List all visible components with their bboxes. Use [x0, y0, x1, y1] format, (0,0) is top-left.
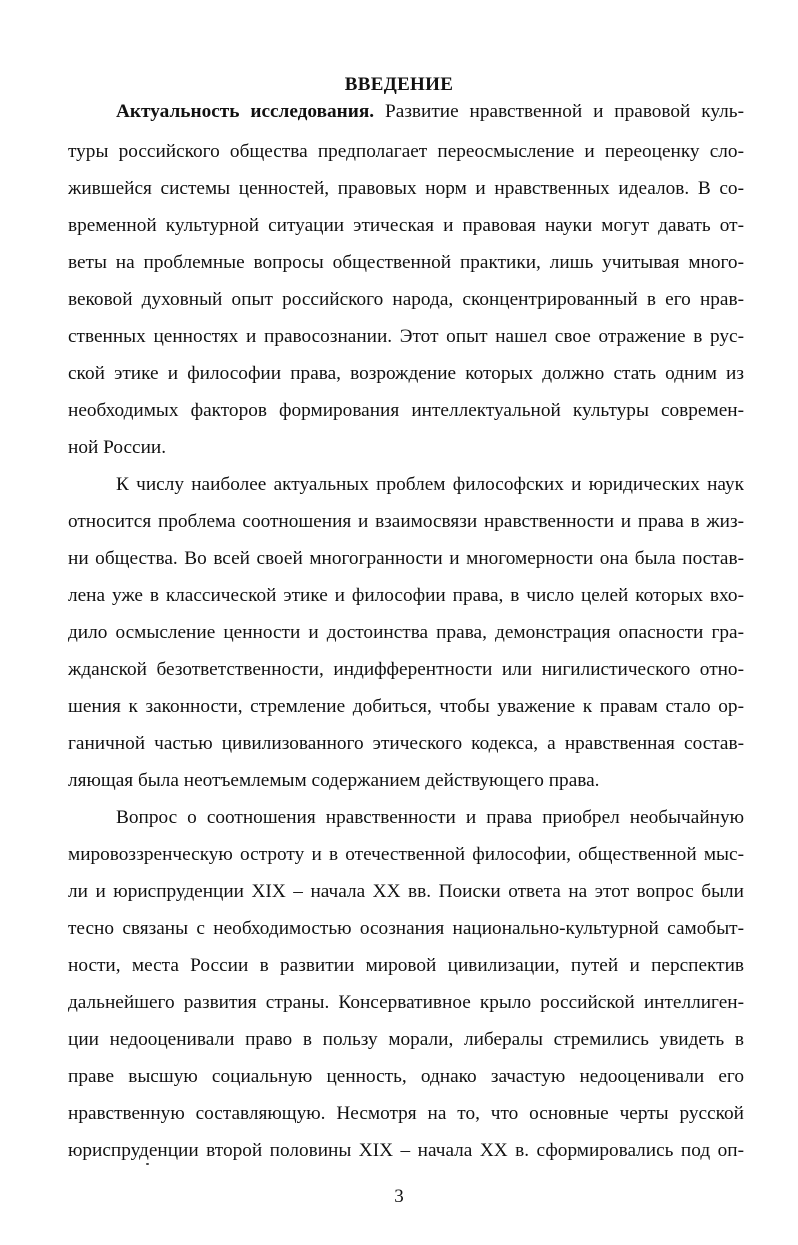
text-line: ской этике и философии права, возрождение которых должно стать одним из [68, 363, 744, 384]
text-line: вековой духовный опыт российского народа, сконцентрированный в его нрав- [68, 289, 744, 310]
text-line: нравственную составляющую. Несмотря на то, что основные черты русской [68, 1103, 744, 1124]
text-line: ли и юриспруденции XIX – начала XX вв. Поиски ответа на этот вопрос были [68, 881, 744, 902]
page-title: ВВЕДЕНИЕ [344, 74, 454, 95]
paragraph-lead: Актуальность исследования. [116, 101, 375, 122]
text-line: жданской безответственности, индифферентности или нигилистического отно- [68, 659, 744, 680]
text-line: ности, места России в развитии мировой цивилизации, путей и перспектив [68, 955, 744, 976]
text-line: ции недооценивали право в пользу морали, либералы стремились увидеть в [68, 1029, 744, 1050]
text-line: жившейся системы ценностей, правовых норм и нравственных идеалов. В со- [68, 178, 744, 199]
text-line: временной культурной ситуации этическая и правовая науки могут давать от- [68, 215, 744, 236]
text-line: мировоззренческую остроту и в отечественной философии, общественной мыс- [68, 844, 744, 865]
text-line: туры российского общества предполагает переосмысление и переоценку сло- [68, 141, 744, 162]
text-line: ганичной частью цивилизованного этического кодекса, а нравственная состав- [68, 733, 744, 754]
scan-speck [146, 1163, 149, 1165]
text-line: ляющая была неотъемлемым содержанием действующего права. [68, 770, 600, 791]
text-line: необходимых факторов формирования интеллектуальной культуры современ- [68, 400, 744, 421]
text-line: юриспруденции второй половины XIX – начала XX в. сформировались под оп- [68, 1140, 744, 1161]
page-number: 3 [394, 1186, 404, 1207]
text-line: лена уже в классической этике и философии права, в число целей которых вхо- [68, 585, 744, 606]
text-line: Актуальность исследования. Развитие нравственной и правовой куль- [116, 101, 744, 122]
text-line: дальнейшего развития страны. Консервативное крыло российской интеллиген- [68, 992, 744, 1013]
text-line: Вопрос о соотношения нравственности и права приобрел необычайную [116, 807, 744, 828]
text-line: дило осмысление ценности и достоинства права, демонстрация опасности гра- [68, 622, 744, 643]
text-line: относится проблема соотношения и взаимосвязи нравственности и права в жиз- [68, 511, 744, 532]
text-line: тесно связаны с необходимостью осознания национально-культурной самобыт- [68, 918, 744, 939]
text-line: шения к законности, стремление добиться, чтобы уважение к правам стало ор- [68, 696, 744, 717]
text-line: ной России. [68, 437, 167, 458]
text-line: праве высшую социальную ценность, однако зачастую недооценивали его [68, 1066, 744, 1087]
text-line: К числу наиболее актуальных проблем философских и юридических наук [116, 474, 744, 495]
text-line: ни общества. Во всей своей многогранности и многомерности она была постав- [68, 548, 744, 569]
text-line: ственных ценностях и правосознании. Этот опыт нашел свое отражение в рус- [68, 326, 744, 347]
text-line: веты на проблемные вопросы общественной практики, лишь учитывая много- [68, 252, 744, 273]
